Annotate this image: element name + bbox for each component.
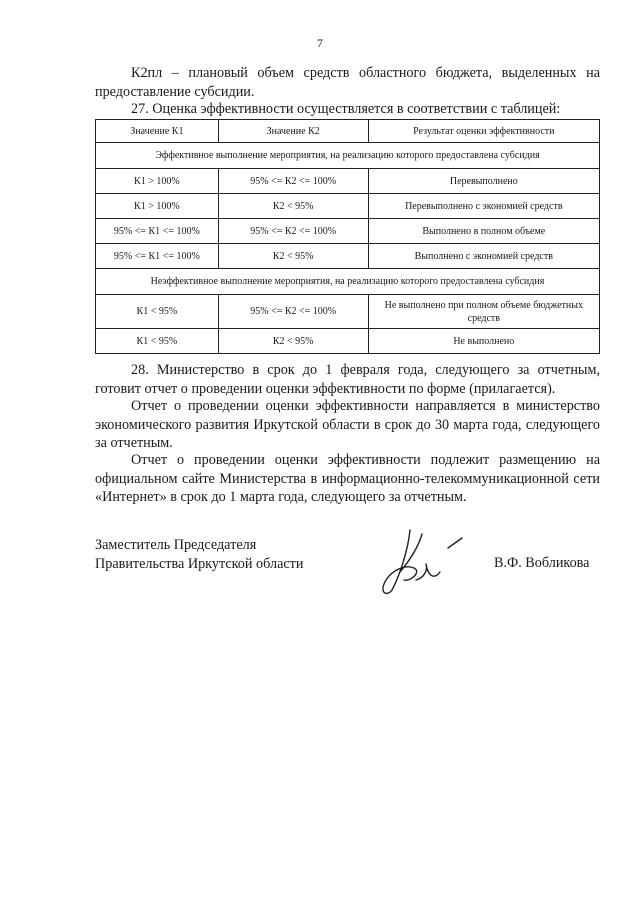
signatory-name: В.Ф. Вобликова (494, 555, 590, 571)
evaluation-table (95, 119, 600, 354)
table-cell-k2: 95% <= К2 <= 100% (218, 219, 368, 244)
report-published-paragraph: Отчет о проведении оценки эффективности подлежит размещению на официальном сайте Министерства в информационно-телекоммуникационной сети «Интернет» в срок до 1 марта года, следующего за отчетным. (95, 452, 600, 505)
table-cell-result: Не выполнено (368, 329, 599, 354)
ineffective-section-row (96, 269, 600, 295)
handwritten-signature-icon (370, 520, 470, 600)
table-cell-k1: 95% <= К1 <= 100% (96, 244, 219, 269)
table-row (96, 219, 600, 244)
table-row (96, 295, 600, 329)
table-row (96, 194, 600, 219)
table-cell-k1: К1 < 95% (96, 329, 219, 354)
item-27: 27. Оценка эффективности осуществляется в соответствии с таблицей: (131, 101, 561, 117)
item-28: 28. Министерство в срок до 1 февраля года, следующего за отчетным, готовит отчет о проведении оценки эффективности по форме (прилагается). (95, 362, 600, 397)
effective-section-row (96, 143, 600, 169)
ineffective-section-label: Неэффективное выполнение мероприятия, на реализацию которого предоставлена субсидия (96, 269, 600, 295)
table-cell-k2: 95% <= К2 <= 100% (218, 169, 368, 194)
table-row (96, 329, 600, 354)
table-cell-k2: К2 < 95% (218, 329, 368, 354)
table-cell-result: Не выполнено при полном объеме бюджетных средств (368, 295, 599, 329)
signatory-title (95, 536, 303, 573)
k2pl-definition: К2пл – плановый объем средств областного бюджета, выделенных на предоставление субсидии. (95, 65, 600, 100)
table-cell-result: Выполнено с экономией средств (368, 244, 599, 269)
page-number: 7 (317, 36, 323, 50)
table-row (96, 244, 600, 269)
signatory-title-line2: Правительства Иркутской области (95, 555, 304, 572)
table-cell-k1: К1 > 100% (96, 194, 219, 219)
table-header-row (96, 120, 600, 143)
table-cell-k2: К2 < 95% (218, 194, 368, 219)
report-sent-paragraph: Отчет о проведении оценки эффективности направляется в министерство экономического развития Иркутской области в срок до 30 марта года, следующего за отчетным. (95, 398, 600, 451)
table-cell-k2: К2 < 95% (218, 244, 368, 269)
header-k2: Значение К2 (218, 120, 368, 143)
table-cell-k1: 95% <= К1 <= 100% (96, 219, 219, 244)
table-cell-result: Перевыполнено (368, 169, 599, 194)
table-cell-k1: К1 > 100% (96, 169, 219, 194)
table-cell-k2: 95% <= К2 <= 100% (218, 295, 368, 329)
table-cell-result: Перевыполнено с экономией средств (368, 194, 599, 219)
table-cell-result: Выполнено в полном объеме (368, 219, 599, 244)
table-cell-k1: К1 < 95% (96, 295, 219, 329)
table-row (96, 169, 600, 194)
signatory-title-line1: Заместитель Председателя (95, 537, 257, 553)
header-k1: Значение К1 (96, 120, 219, 143)
header-result: Результат оценки эффективности (368, 120, 599, 143)
effective-section-label: Эффективное выполнение мероприятия, на реализацию которого предоставлена субсидия (96, 143, 600, 169)
